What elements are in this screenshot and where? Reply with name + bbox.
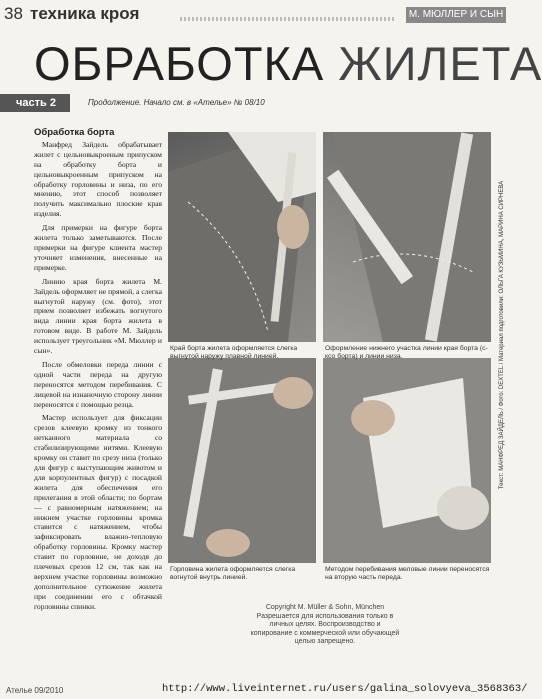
source-url[interactable]: http://www.liveinternet.ru/users/galina_solovyeva_3568363/ — [162, 683, 528, 695]
credits-text: Текст: МАНФРЕД ЗАЙДЕЛЬ / Фото: DEXTEL / Материал подготовили: ОЛЬГА КУЗЬМИНА, МАРИНА СИРНЕВА — [499, 180, 505, 490]
paragraph: Линию края борта жилета М. Зайдель оформляет не прямой, а слегка выгнутой наружу (см. фото), этот прием позволяет избежать вогнутого вида линии края борта жилета в готовом виде. В работе М. Зайдель использует треугольник «М. Мюллер и сын». — [34, 276, 162, 356]
paragraph: Для примерки на фигуре борта жилета только заметываются. После примерки на фигуре клиента мастер уточняет изменения, внесенные на примерке. — [34, 223, 162, 272]
article-body — [34, 128, 162, 616]
title-light: ЖИЛЕТА — [338, 37, 542, 90]
photo-caption: Методом перебивания меловые линии переносятся на вторую часть переда. — [325, 566, 490, 581]
credits-vertical — [492, 132, 510, 552]
article-heading: Обработка борта — [34, 127, 115, 138]
article-title — [34, 36, 542, 91]
brand-badge: М. МЮЛЛЕР И СЫН — [406, 7, 506, 23]
part-label: часть 2 — [0, 94, 70, 112]
photo-hem-line — [323, 132, 491, 342]
page-header — [0, 4, 514, 26]
photo-caption: Горловина жилета оформляется слегка вогнутой внутрь линией. — [170, 566, 296, 581]
paragraph: Манфред Зайдель обрабатывает жилет с цельновыкроеным припуском на обработку борта и цельновыкроенным припуском на обработку горловины и низа, по его мнению, этот способ позволяет получить максимально плоские края изделия. — [34, 139, 162, 219]
header-rule — [180, 17, 396, 21]
continuation-note: Продолжение. Начало см. в «Ателье» № 08/10 — [88, 98, 265, 107]
photo-transfer-lines — [323, 358, 491, 563]
photo-front-edge — [168, 132, 316, 342]
section-title: техника кроя — [30, 4, 140, 23]
title-bold: ОБРАБОТКА — [34, 37, 325, 90]
issue-footer: Ателье 09/2010 — [6, 686, 64, 695]
photo-caption: Край борта жилета оформляется слегка выгнутой наружу плавной линией. — [170, 345, 298, 360]
paragraph: После обмеловки переда линии с одной части переда на другую переносятся методом перебивания. С лицевой на изнаночную сторону линии переносятся с помощью резца. — [34, 359, 162, 409]
photo-neckline — [168, 358, 316, 563]
copyright-notice: Copyright M. Müller & Sohn, München Разрешается для использования только в личных целях. Воспроизводство и копирование с коммерческой или обучающей целью запрещено. — [250, 604, 400, 645]
paragraph: Мастер использует для фиксации срезов клеевую кромку из тонкого нетканного материала со стабилизирующими нитями. Клеевую кромку он ставит по срезу низа (только для фигур с выступающим животом и для корпулентных фигур) с посадкой жилета для обеспечения его прилегания в этой области; по бортам — с равномерным натяжением; на нижнем участке горловины кромка ставится с натяжением, чтобы зафиксировать влажно-тепловую обработку горловины. Кромку мастер ставит по горловине, не доходя до плечевых срезов 12 см, так как на верхнем участке горловины возможно дополнительное сутюжение жилета при соединении его с обтачкой горловины спинки. — [34, 413, 162, 611]
photo-caption: Оформление нижнего участка линии края борта (с-ксо борта) и линии низа. — [325, 345, 488, 360]
page-number: 38 — [4, 4, 23, 23]
